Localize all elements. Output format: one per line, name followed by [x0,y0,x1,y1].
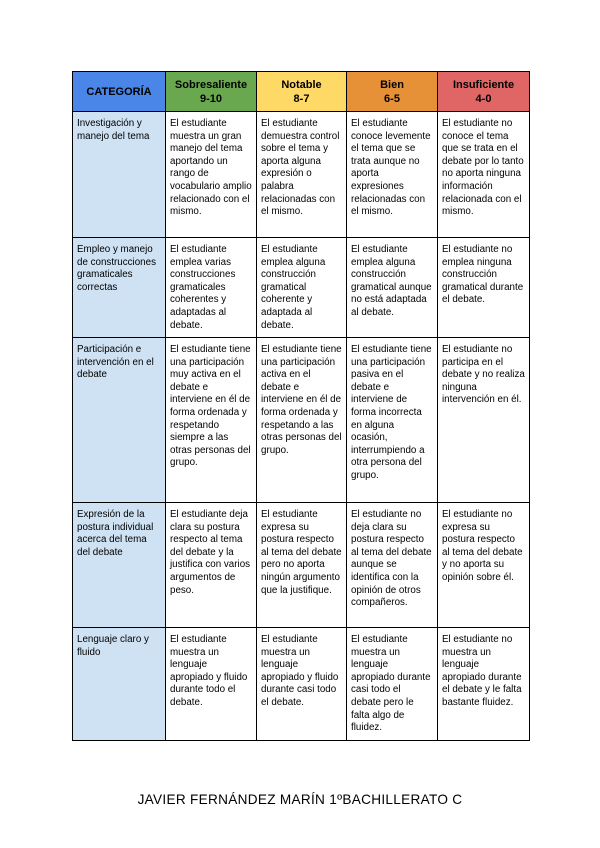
descriptor-cell: El estudiante deja clara su postura respecto al tema del debate y la justifica con varios argumentos de peso. [166,503,257,628]
descriptor-cell: El estudiante no participa en el debate y no realiza ninguna intervención en él. [438,338,530,503]
descriptor-cell: El estudiante muestra un gran manejo del tema aportando un rango de vocabulario amplio relacionado con el mismo. [166,112,257,238]
header-row [73,72,530,112]
descriptor-cell: El estudiante no muestra un lenguaje apropiado durante el debate y le falta bastante fluidez. [438,628,530,741]
header-categoria: CATEGORÍA [73,72,166,112]
category-cell: Lenguaje claro y fluido [73,628,166,741]
descriptor-cell: El estudiante emplea alguna construcción gramatical aunque no está adaptada al debate. [347,238,438,338]
table-row [73,112,530,238]
descriptor-cell: El estudiante no emplea ninguna construcción gramatical durante el debate. [438,238,530,338]
descriptor-cell: El estudiante no conoce el tema que se trata en el debate por lo tanto no aporta ninguna información relacionada con el mismo. [438,112,530,238]
descriptor-cell: El estudiante no deja clara su postura respecto al tema del debate aunque se identifica con la opinión de otros compañeros. [347,503,438,628]
rubric-table [72,71,530,741]
table-row [73,628,530,741]
table-row [73,338,530,503]
table-row [73,503,530,628]
category-cell: Participación e intervención en el debate [73,338,166,503]
descriptor-cell: El estudiante tiene una participación activa en el debate e interviene en él de forma ordenada y respetando a las otras personas del grupo. [257,338,347,503]
descriptor-cell: El estudiante muestra un lenguaje apropiado y fluido durante todo el debate. [166,628,257,741]
author-footer: JAVIER FERNÁNDEZ MARÍN 1ºBACHILLERATO C [137,792,463,807]
category-cell: Empleo y manejo de construcciones gramaticales correctas [73,238,166,338]
descriptor-cell: El estudiante muestra un lenguaje apropiado durante casi todo el debate pero le falta algo de fluidez. [347,628,438,741]
header-bien: Bien 6-5 [347,72,438,112]
descriptor-cell: El estudiante demuestra control sobre el tema y aporta alguna expresión o palabra relacionadas con el mismo. [257,112,347,238]
category-cell: Expresión de la postura individual acerca del tema del debate [73,503,166,628]
descriptor-cell: El estudiante conoce levemente el tema que se trata aunque no aporta expresiones relacionadas con el mismo. [347,112,438,238]
descriptor-cell: El estudiante expresa su postura respecto al tema del debate pero no aporta ningún argumento que la justifique. [257,503,347,628]
header-sobresaliente: Sobresaliente 9-10 [166,72,257,112]
category-cell: Investigación y manejo del tema [73,112,166,238]
descriptor-cell: El estudiante tiene una participación muy activa en el debate e interviene en él de forma ordenada y respetando siempre a las otras personas del grupo. [166,338,257,503]
header-insuficiente: Insuficiente 4-0 [438,72,530,112]
descriptor-cell: El estudiante emplea alguna construcción gramatical coherente y adaptada al debate. [257,238,347,338]
table-row [73,238,530,338]
descriptor-cell: El estudiante tiene una participación pasiva en el debate e interviene de forma incorrecta en alguna ocasión, interrumpiendo a otra persona del grupo. [347,338,438,503]
descriptor-cell: El estudiante no expresa su postura respecto al tema del debate y no aporta su opinión sobre él. [438,503,530,628]
descriptor-cell: El estudiante emplea varias construcciones gramaticales coherentes y adaptadas al debate. [166,238,257,338]
descriptor-cell: El estudiante muestra un lenguaje apropiado y fluido durante casi todo el debate. [257,628,347,741]
header-notable: Notable 8-7 [257,72,347,112]
